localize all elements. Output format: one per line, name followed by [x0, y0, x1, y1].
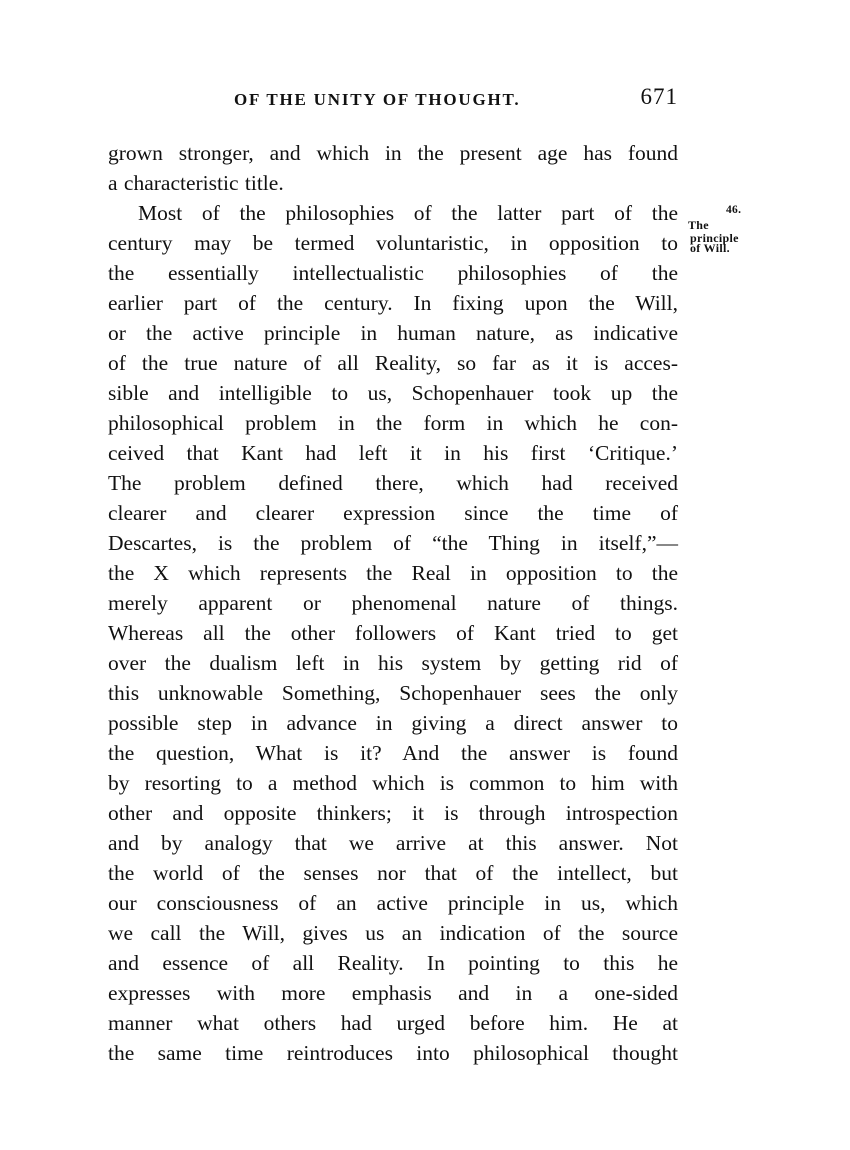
text-line: by resorting to a method which is common to him with [108, 771, 678, 795]
text-line: this unknowable Something, Schopenhauer sees the only [108, 681, 678, 705]
text-line: manner what others had urged before him. He at [108, 1011, 678, 1035]
text-line: Descartes, is the problem of “the Thing in itself,”— [108, 531, 678, 555]
text-line: other and opposite thinkers; it is through introspection [108, 801, 678, 825]
text-line: philosophical problem in the form in which he con- [108, 411, 678, 435]
marginal-note-line: principle [690, 231, 739, 245]
text-line: over the dualism left in his system by getting rid of [108, 651, 678, 675]
marginal-section-number: 46. [726, 204, 742, 216]
marginal-note-line: of Will. [690, 241, 730, 255]
text-line: the world of the senses nor that of the intellect, but [108, 861, 678, 885]
text-line: The problem defined there, which had received [108, 471, 678, 495]
text-line: Whereas all the other followers of Kant tried to get [108, 621, 678, 645]
page-number: 671 [640, 84, 678, 109]
text-line: we call the Will, gives us an indication of the source [108, 921, 678, 945]
text-line: our consciousness of an active principle in us, which [108, 891, 678, 915]
text-line: of the true nature of all Reality, so far as it is acces- [108, 351, 678, 375]
text-line: grown stronger, and which in the present age has found [108, 141, 678, 165]
text-line: possible step in advance in giving a direct answer to [108, 711, 678, 735]
text-line: or the active principle in human nature, as indicative [108, 321, 678, 345]
text-line: the X which represents the Real in opposition to the [108, 561, 678, 585]
running-head [108, 84, 678, 116]
text-line: earlier part of the century. In fixing upon the Will, [108, 291, 678, 315]
body-text [108, 138, 678, 1068]
running-title: OF THE UNITY OF THOUGHT. [234, 90, 521, 109]
text-line: and essence of all Reality. In pointing to this he [108, 951, 678, 975]
text-line: the essentially intellectualistic philosophies of the [108, 261, 678, 285]
text-line: a characteristic title. [108, 171, 284, 195]
text-line: ceived that Kant had left it in his first ‘Critique.’ [108, 441, 678, 465]
marginal-note-line: The [688, 218, 709, 232]
text-line: the question, What is it? And the answer is found [108, 741, 678, 765]
text-line: century may be termed voluntaristic, in opposition to [108, 231, 678, 255]
text-line: sible and intelligible to us, Schopenhauer took up the [108, 381, 678, 405]
text-line: Most of the philosophies of the latter part of the [138, 201, 678, 225]
text-line: and by analogy that we arrive at this answer. Not [108, 831, 678, 855]
text-line: merely apparent or phenomenal nature of things. [108, 591, 678, 615]
text-line: clearer and clearer expression since the time of [108, 501, 678, 525]
text-line: expresses with more emphasis and in a one-sided [108, 981, 678, 1005]
text-line: the same time reintroduces into philosophical thought [108, 1041, 678, 1065]
